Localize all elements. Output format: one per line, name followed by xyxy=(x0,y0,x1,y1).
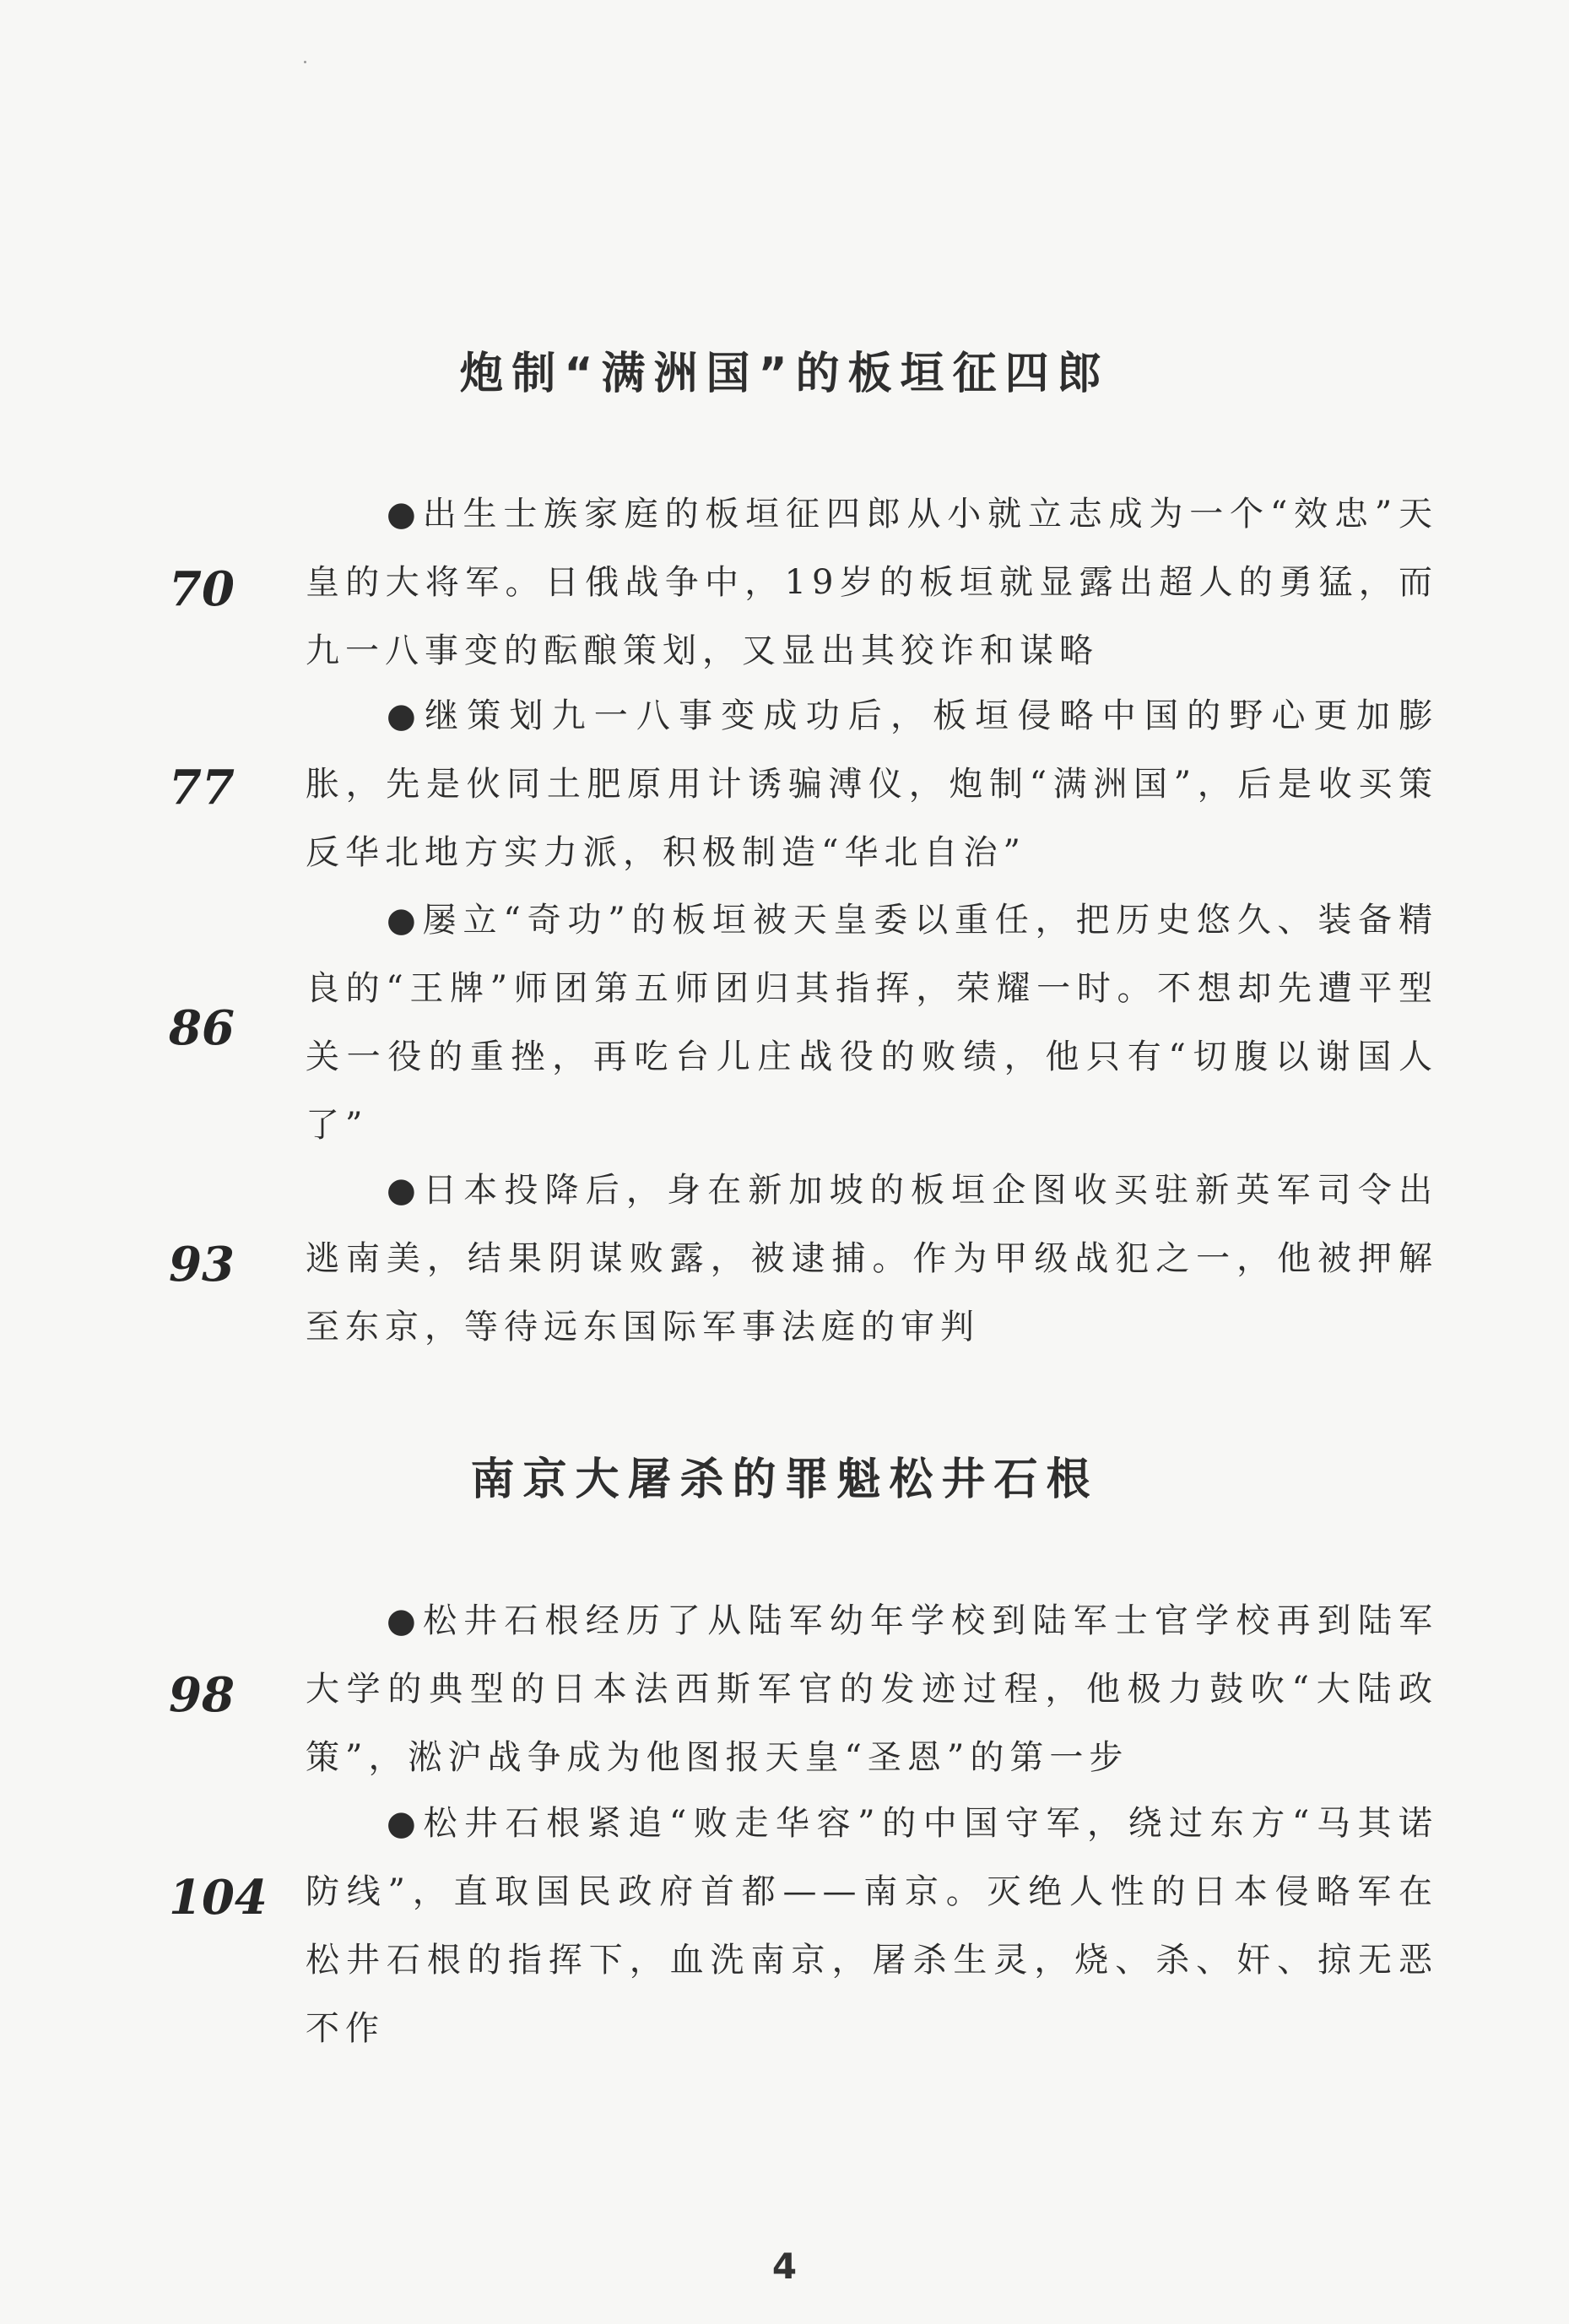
page-folio: 4 xyxy=(771,2245,798,2287)
entry-page-number: 104 xyxy=(169,1870,268,1926)
entry-page-number: 70 xyxy=(169,561,235,617)
entry-page-number: 77 xyxy=(169,760,235,815)
entry-page-number: 98 xyxy=(169,1667,235,1723)
entry-summary: ●松井石根经历了从陆军幼年学校到陆军士官学校再到陆军大学的典型的日本法西斯军官的发迹过程，他极力鼓吹“大陆政策”，淞沪战争成为他图报天皇“圣恩”的第一步 xyxy=(306,1601,1438,1777)
entry-summary: ●继策划九一八事变成功后，板垣侵略中国的野心更加膨胀，先是伙同土肥原用计诱骗溥仪，炮制“满洲国”，后是收买策反华北地方实力派，积极制造“华北自治” xyxy=(306,696,1438,872)
section-title-itagaki: 炮制“满洲国”的板垣征四郎 xyxy=(459,349,1110,399)
entry-summary: ●日本投降后，身在新加坡的板垣企图收买驻新英军司令出逃南美，结果阴谋败露，被逮捕。作为甲级战犯之一，他被押解至东京，等待远东国际军事法庭的审判 xyxy=(306,1171,1438,1346)
section-title-matsui: 南京大屠杀的罪魁松井石根 xyxy=(470,1455,1099,1505)
scan-speck xyxy=(304,61,306,63)
entry-summary: ●屡立“奇功”的板垣被天皇委以重任，把历史悠久、装备精良的“王牌”师团第五师团归其指挥，荣耀一时。不想却先遭平型关一役的重挫，再吃台儿庄战役的败绩，他只有“切腹以谢国人了” xyxy=(306,901,1438,1145)
entry-summary: ●松井石根紧追“败走华容”的中国守军，绕过东方“马其诺防线”，直取国民政府首都——南京。灭绝人性的日本侵略军在松井石根的指挥下，血洗南京，屠杀生灵，烧、杀、奸、掠无恶不作 xyxy=(306,1804,1438,2048)
entry-page-number: 86 xyxy=(169,1000,235,1056)
entry-page-number: 93 xyxy=(169,1237,235,1292)
entry-summary: ●出生士族家庭的板垣征四郎从小就立志成为一个“效忠”天皇的大将军。日俄战争中，19岁的板垣就显露出超人的勇猛，而九一八事变的酝酿策划，又显出其狡诈和谋略 xyxy=(306,495,1438,670)
